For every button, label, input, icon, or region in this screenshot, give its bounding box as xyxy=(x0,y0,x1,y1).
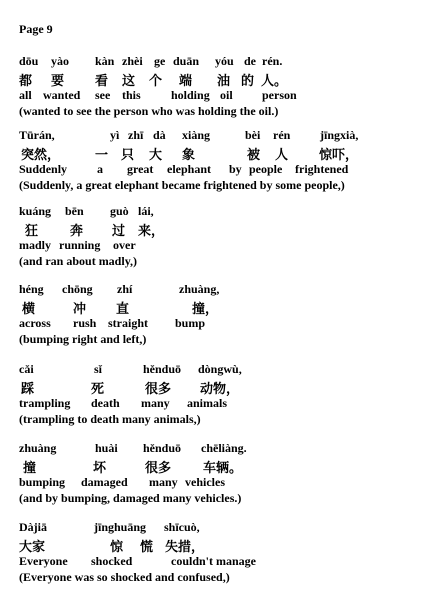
chinese-line xyxy=(19,378,419,396)
gloss-word: many xyxy=(141,396,170,410)
pinyin-word: dòngwù, xyxy=(198,362,242,376)
translation-text: (and by bumping, damaged many vehicles.) xyxy=(19,491,242,505)
gloss-word: animals xyxy=(187,396,228,410)
pinyin-word: Tūrán, xyxy=(19,128,55,142)
gloss-word: damaged xyxy=(81,475,128,489)
gloss-word: vehicles xyxy=(185,475,225,489)
chinese-word: 要 xyxy=(51,73,65,88)
chinese-word: 狂 xyxy=(25,223,39,238)
pinyin-word: duān xyxy=(173,54,200,68)
pinyin-line xyxy=(19,362,419,378)
gloss-word: all xyxy=(19,88,32,102)
chinese-word: 大家 xyxy=(19,539,46,554)
gloss-word: shocked xyxy=(91,554,133,568)
pinyin-word: sǐ xyxy=(94,362,103,376)
pinyin-word: huài xyxy=(95,441,118,455)
gloss-word: person xyxy=(262,88,297,102)
chinese-line xyxy=(19,70,419,88)
pinyin-word: shīcuò, xyxy=(164,520,200,534)
translation-text: (and ran about madly,) xyxy=(19,254,138,268)
english-gloss-line xyxy=(19,316,419,332)
gloss-word: great xyxy=(127,162,154,176)
chinese-word: 这 xyxy=(122,73,136,88)
gloss-word: rush xyxy=(73,316,97,330)
chinese-word: 被 xyxy=(247,147,261,162)
pinyin-word: hěnduō xyxy=(143,362,182,376)
gloss-word: Everyone xyxy=(19,554,68,568)
pinyin-word: dà xyxy=(153,128,166,142)
gloss-word: madly xyxy=(19,238,52,252)
gloss-word: by xyxy=(229,162,242,176)
chinese-word: 冲 xyxy=(73,301,87,316)
english-gloss-line xyxy=(19,554,419,570)
translation-text: (wanted to see the person who was holding the oil.) xyxy=(19,104,279,118)
pinyin-word: kuáng xyxy=(19,204,52,218)
pinyin-word: yì xyxy=(110,128,120,142)
chinese-word: 惊吓， xyxy=(319,147,359,162)
gloss-word: death xyxy=(91,396,120,410)
gloss-word: many xyxy=(149,475,178,489)
pinyin-word: zhuàng, xyxy=(179,282,220,296)
pinyin-word: zhuàng xyxy=(19,441,57,455)
chinese-word: 人。 xyxy=(261,73,288,88)
chinese-word: 的 xyxy=(241,73,255,88)
chinese-word: 撞， xyxy=(192,301,219,316)
pinyin-word: bèi xyxy=(245,128,261,142)
pinyin-word: cǎi xyxy=(19,362,34,376)
gloss-word: over xyxy=(113,238,136,252)
chinese-word: 油 xyxy=(217,73,231,88)
pinyin-line xyxy=(19,128,419,144)
chinese-line xyxy=(19,457,419,475)
pinyin-word: zhí xyxy=(117,282,133,296)
pinyin-word: bēn xyxy=(65,204,84,218)
chinese-word: 死 xyxy=(91,381,105,396)
translation-line xyxy=(19,570,419,586)
chinese-word: 很多 xyxy=(145,460,172,475)
gloss-word: this xyxy=(122,88,141,102)
sentence-block xyxy=(19,54,419,120)
chinese-word: 都 xyxy=(19,73,33,88)
pinyin-word: rén xyxy=(273,128,291,142)
chinese-word: 奔 xyxy=(70,223,84,238)
pinyin-word: jīnghuāng xyxy=(94,520,147,534)
sentence-block xyxy=(19,128,419,194)
translation-line xyxy=(19,104,419,120)
sentence-block xyxy=(19,204,419,270)
pinyin-word: rén. xyxy=(262,54,283,68)
pinyin-word: kàn xyxy=(95,54,115,68)
chinese-word: 慌 xyxy=(140,539,154,554)
english-gloss-line xyxy=(19,238,419,254)
pinyin-word: héng xyxy=(19,282,44,296)
chinese-word: 撞 xyxy=(23,460,37,475)
pinyin-word: guò xyxy=(110,204,129,218)
pinyin-line xyxy=(19,54,419,70)
pinyin-word: yóu xyxy=(215,54,234,68)
pinyin-line xyxy=(19,441,419,457)
gloss-word: trampling xyxy=(19,396,71,410)
chinese-word: 失措， xyxy=(165,539,205,554)
chinese-word: 坏 xyxy=(93,460,107,475)
gloss-word: across xyxy=(19,316,51,330)
translation-text: (trampling to death many animals,) xyxy=(19,412,201,426)
gloss-word: Suddenly xyxy=(19,162,68,176)
chinese-word: 象 xyxy=(182,147,196,162)
gloss-word: straight xyxy=(108,316,148,330)
gloss-word: running xyxy=(59,238,101,252)
chinese-line xyxy=(19,220,419,238)
pinyin-line xyxy=(19,204,419,220)
chinese-word: 看 xyxy=(95,73,109,88)
english-gloss-line xyxy=(19,88,419,104)
translation-text: (bumping right and left,) xyxy=(19,332,147,346)
page-number: Page 9 xyxy=(19,22,53,36)
gloss-word: elephant xyxy=(167,162,212,176)
pinyin-word: xiàng xyxy=(182,128,211,142)
translation-line xyxy=(19,491,419,507)
gloss-word: bumping xyxy=(19,475,66,489)
sentence-block xyxy=(19,520,419,586)
chinese-word: 端 xyxy=(179,73,193,88)
chinese-word: 直 xyxy=(116,301,130,316)
chinese-line xyxy=(19,298,419,316)
gloss-word: see xyxy=(95,88,111,102)
translation-line xyxy=(19,254,419,270)
english-gloss-line xyxy=(19,396,419,412)
gloss-word: bump xyxy=(175,316,206,330)
pinyin-word: jīngxià, xyxy=(320,128,359,142)
chinese-word: 来， xyxy=(138,223,165,238)
gloss-word: oil xyxy=(220,88,233,102)
pinyin-word: lái, xyxy=(138,204,154,218)
gloss-word: a xyxy=(97,162,103,176)
gloss-word: frightened xyxy=(295,162,349,176)
pinyin-word: de xyxy=(244,54,256,68)
english-gloss-line xyxy=(19,475,419,491)
pinyin-word: zhī xyxy=(128,128,144,142)
chinese-line xyxy=(19,144,419,162)
chinese-word: 人 xyxy=(275,147,289,162)
pinyin-line xyxy=(19,520,419,536)
chinese-word: 动物， xyxy=(200,381,240,396)
pinyin-word: ge xyxy=(154,54,166,68)
translation-line xyxy=(19,332,419,348)
gloss-word: wanted xyxy=(43,88,81,102)
pinyin-line xyxy=(19,282,419,298)
chinese-word: 大 xyxy=(149,147,163,162)
pinyin-word: chōng xyxy=(62,282,93,296)
pinyin-word: hěnduō xyxy=(143,441,182,455)
pinyin-word: Dàjiā xyxy=(19,520,47,534)
chinese-word: 过 xyxy=(112,223,126,238)
pinyin-word: dōu xyxy=(19,54,39,68)
chinese-word: 踩 xyxy=(21,381,35,396)
pinyin-word: chēliàng. xyxy=(201,441,247,455)
sentence-block xyxy=(19,362,419,428)
chinese-word: 惊 xyxy=(110,539,124,554)
chinese-line xyxy=(19,536,419,554)
english-gloss-line xyxy=(19,162,419,178)
pinyin-word: yào xyxy=(51,54,69,68)
chinese-word: 车辆。 xyxy=(203,460,243,475)
translation-line xyxy=(19,178,419,194)
sentence-block xyxy=(19,441,419,507)
chinese-word: 很多 xyxy=(145,381,172,396)
gloss-word: couldn't manage xyxy=(171,554,257,568)
chinese-word: 横 xyxy=(22,301,36,316)
chinese-word: 一 xyxy=(95,147,109,162)
chinese-word: 只 xyxy=(121,147,135,162)
gloss-word: holding xyxy=(171,88,210,102)
translation-text: (Everyone was so shocked and confused,) xyxy=(19,570,230,584)
chinese-word: 个 xyxy=(149,73,163,88)
sentence-block xyxy=(19,282,419,348)
gloss-word: people xyxy=(249,162,283,176)
chinese-word: 突然， xyxy=(21,147,61,162)
pinyin-word: zhèi xyxy=(122,54,143,68)
translation-line xyxy=(19,412,419,428)
translation-text: (Suddenly, a great elephant became frightened by some people,) xyxy=(19,178,345,192)
